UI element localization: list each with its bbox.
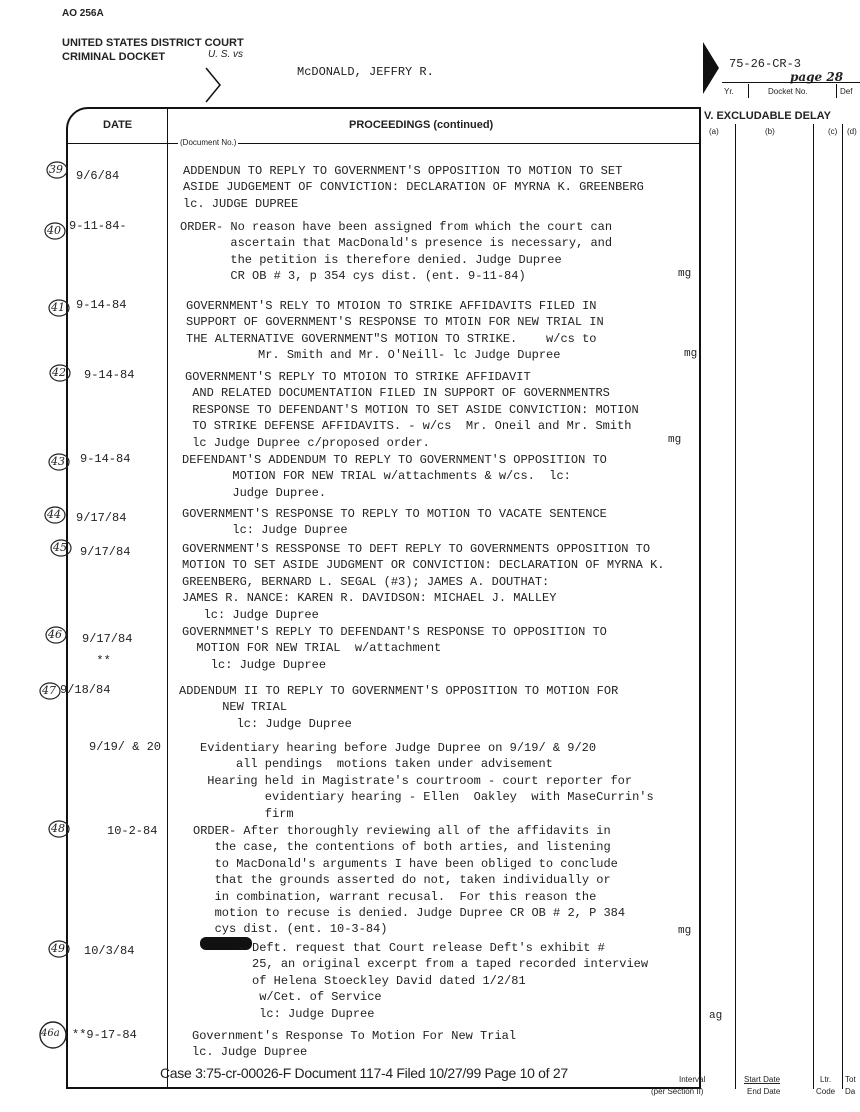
interval-label: Interval: [679, 1075, 706, 1084]
entry-number: 41: [51, 301, 65, 314]
excl-col-a: (a): [709, 127, 719, 136]
ltr-label: Ltr.: [820, 1075, 832, 1084]
entry-number: 45: [53, 541, 67, 554]
entry-date: **9-17-84: [72, 1028, 137, 1042]
def-label: Def: [840, 87, 853, 96]
court-name: UNITED STATES DISTRICT COURT: [62, 37, 244, 49]
per-section-label: (per Section II): [651, 1087, 704, 1096]
header-rule: [68, 143, 700, 144]
entry-text: GOVERNMENT'S RESSPONSE TO DEFT REPLY TO GOVERNMENTS OPPOSITION TO MOTION TO SET ASIDE JUDGMENT OR CONVICTION: DECLARATION OF MYRNA K. GREENBERG, BERNARD L. SEGAL (#3); JAMES A. DOUTHAT: JAMES R. NANCE: KAREN R. DAVIDSON: MICHAEL J. MALLEY lc: Judge Dupree: [182, 542, 665, 622]
entry-date: 9-11-84-: [69, 219, 127, 233]
entry-text: - Deft. request that Court release Deft's exhibit # 25, an original excerpt from a taped recorded interview of Helena Stoeckley David dated 1/2/81 w/Cet. of Service lc: Judge Dupree: [237, 941, 649, 1021]
entry-number: 44: [47, 508, 61, 521]
entry-text: GOVERNMNET'S REPLY TO DEFENDANT'S RESPONSE TO OPPOSITION TO MOTION FOR NEW TRIAL w/attachment lc: Judge Dupree: [182, 625, 607, 672]
entry-number: 48: [51, 822, 65, 835]
entry-text: ADDENDUM II TO REPLY TO GOVERNMENT'S OPPOSITION TO MOTION FOR NEW TRIAL lc: Judge Dupree: [179, 684, 619, 731]
entry-number: 49: [51, 942, 65, 955]
excl-divider-1: [735, 124, 736, 1089]
excl-divider-3: [842, 124, 843, 1089]
entry-text: Government's Response To Motion For New Trial lc. Judge Dupree: [192, 1029, 517, 1060]
entry-date: 9/17/84: [76, 511, 127, 525]
us-vs-label: U. S. vs: [208, 49, 244, 60]
yr-label: Yr.: [724, 87, 734, 96]
clerk-initials: mg: [668, 434, 682, 446]
excludable-delay-title: V. EXCLUDABLE DELAY: [704, 110, 831, 122]
tot-label: Tot: [845, 1075, 856, 1084]
excl-col-c: (c): [828, 127, 838, 136]
docket-divider-2: [836, 84, 837, 98]
entry-number: 47: [42, 684, 56, 697]
docket-rule: [722, 82, 860, 83]
entry-date: 9-14-84: [76, 298, 127, 312]
clerk-initials: ag: [709, 1010, 723, 1022]
docket-number: 75-26-CR-3: [729, 57, 802, 71]
entry-number: 42: [52, 366, 66, 379]
entry-date: 9/6/84: [76, 169, 120, 183]
entry-number: 43: [51, 455, 65, 468]
code-label: Code: [816, 1087, 836, 1096]
date-column-divider: [167, 107, 168, 1089]
entry-text: GOVERNMENT'S RESPONSE TO REPLY TO MOTION TO VACATE SENTENCE lc: Judge Dupree: [182, 507, 607, 538]
docket-type: CRIMINAL DOCKET: [62, 51, 166, 63]
entry-text: ORDER- After thoroughly reviewing all of the affidavits in the case, the contentions of both arties, and listening to MacDonald's arguments I have been obliged to conclude that the grounds asserted do not, taken individually or in combination, warrant recusal. For this reason the motion to recuse is denied. Judge Dupree CR OB # 2, P 384 cys dist. (ent. 10-3-84): [193, 824, 626, 937]
docket-divider: [748, 84, 749, 98]
case-footer-stamp: Case 3:75-cr-00026-F Document 117-4 Filed 10/27/99 Page 10 of 27: [160, 1065, 568, 1081]
start-date-label: Start Date: [744, 1075, 781, 1084]
excl-col-b: (b): [765, 127, 775, 136]
entry-text: ORDER- No reason have been assigned from which the court can ascertain that MacDonald's presence is necessary, and the petition is therefore denied. Judge Dupree CR OB # 3, p 354 cys dist. (ent. 9-11-84): [180, 220, 613, 284]
entry-text: GOVERNMENT'S REPLY TO MTOION TO STRIKE AFFIDAVIT AND RELATED DOCUMENTATION FILED IN SUPPORT OF GOVERNMENTRS RESPONSE TO DEFENDANT'S MOTION TO SET ASIDE CONVICTION: MOTION TO STRIKE DEFENSE AFFIDAVITS. - w/cs Mr. Oneil and Mr. Smith lc Judge Dupree c/proposed order.: [185, 370, 639, 450]
entry-number: 46: [48, 628, 62, 641]
arrow-marker-icon: [204, 66, 222, 104]
date-header: DATE: [103, 119, 133, 131]
document-no-label: (Document No.): [180, 138, 237, 147]
entry-text: ADDENDUN TO REPLY TO GOVERNMENT'S OPPOSITION TO MOTION TO SET ASIDE JUDGEMENT OF CONVICTION: DECLARATION OF MYRNA K. GREENBERG lc. JUDGE DUPREE: [183, 164, 644, 211]
entry-date: 10/3/84: [84, 944, 135, 958]
entry-date: 9/19/ & 20: [89, 740, 162, 754]
entry-text: Evidentiary hearing before Judge Dupree on 9/19/ & 9/20 all pendings motions taken under advisement Hearing held in Magistrate's courtroom - court reporter for evidentiary hearing - Ellen Oakley with MaseCurrin's firm: [200, 741, 654, 821]
entry-text: GOVERNMENT'S RELY TO MTOION TO STRIKE AFFIDAVITS FILED IN SUPPORT OF GOVERNMENT'S RESPONSE TO MTOIN FOR NEW TRIAL IN THE ALTERNATIVE GOVERNMENT"S MOTION TO STRIKE. w/cs to Mr. Smith and Mr. O'Neill- lc Judge Dupree: [186, 299, 604, 363]
docket-arrow-icon: [700, 40, 722, 96]
entry-date: 9/17/84 **: [82, 632, 133, 668]
entry-date: 9/18/84: [60, 683, 111, 697]
entry-date: 9-14-84: [84, 368, 135, 382]
defendant-name: McDONALD, JEFFRY R.: [297, 65, 434, 79]
page-note: page 28: [790, 70, 844, 84]
entry-date: 10-2-84: [107, 824, 158, 838]
entry-number: 46a: [41, 1028, 60, 1039]
end-date-label: End Date: [747, 1087, 781, 1096]
entry-date: 9/17/84: [80, 545, 131, 559]
clerk-initials: mg: [678, 925, 692, 937]
proceedings-header: PROCEEDINGS (continued): [349, 119, 494, 131]
excl-divider-2: [813, 124, 814, 1089]
entry-number: 39: [49, 163, 63, 176]
clerk-initials: mg: [678, 268, 692, 280]
form-code: AO 256A: [62, 8, 104, 19]
entry-number: 40: [47, 224, 61, 237]
entry-date: 9-14-84: [80, 452, 131, 466]
excl-col-d: (d): [847, 127, 857, 136]
clerk-initials: mg: [684, 348, 698, 360]
days-label: Da: [845, 1087, 856, 1096]
entry-text: DEFENDANT'S ADDENDUM TO REPLY TO GOVERNMENT'S OPPOSITION TO MOTION FOR NEW TRIAL w/attachments & w/cs. lc: Judge Dupree.: [182, 453, 607, 500]
docket-no-label: Docket No.: [768, 87, 808, 96]
